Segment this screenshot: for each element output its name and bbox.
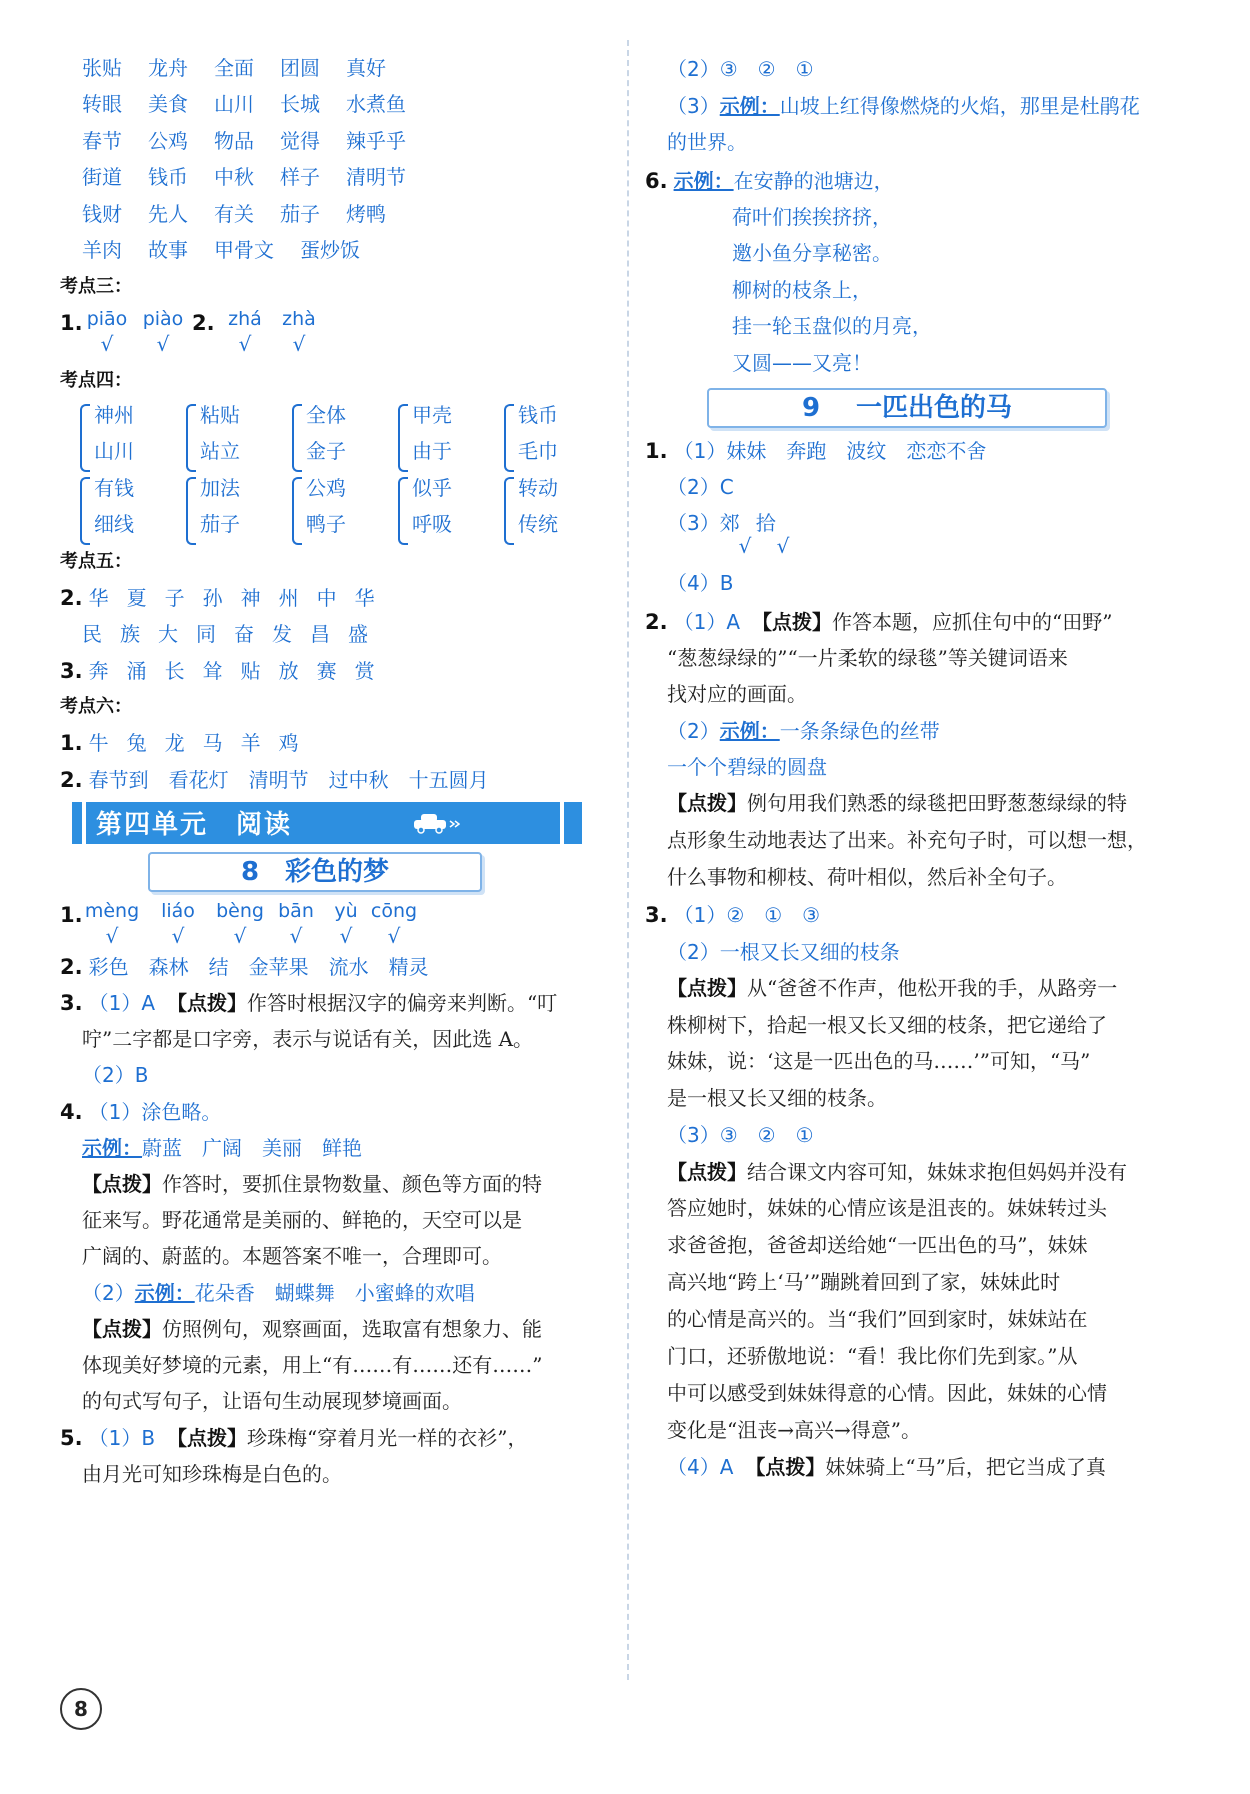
- answer: （4）A: [667, 1455, 734, 1479]
- word-row-6: [82, 235, 360, 265]
- tip-text: 结合课文内容可知，妹妹求抱但妈妈并没有: [747, 1160, 1127, 1184]
- word: 羊肉: [82, 238, 122, 262]
- page-number: 8: [60, 1688, 102, 1730]
- answer: （1）A: [673, 610, 740, 634]
- question-number: 1.: [60, 311, 83, 335]
- l8-q3-1: [60, 988, 557, 1018]
- word: 全面: [214, 56, 254, 80]
- word: 辣乎乎: [346, 129, 406, 153]
- answer-text: 一个个碧绿的圆盘: [667, 755, 827, 779]
- question-number: 1.: [645, 439, 668, 463]
- tip-text: 咛”二字都是口字旁，表示与说话有关，因此选 A。: [82, 1027, 534, 1051]
- answer: （2）: [82, 1281, 135, 1305]
- pinyin: bèng: [216, 900, 264, 922]
- tip-text: 点形象生动地表达了出来。补充句子时，可以想一想，: [667, 828, 1147, 852]
- word: 春节到: [88, 768, 149, 792]
- example-label: 示例：: [719, 94, 780, 118]
- question-number: 1.: [60, 731, 83, 755]
- word-pair: [186, 473, 276, 545]
- word: 龙舟: [148, 56, 188, 80]
- word: 传统: [518, 512, 558, 536]
- pinyin: liáo: [161, 900, 195, 922]
- char: 发: [272, 622, 292, 646]
- char: 夏: [126, 586, 147, 610]
- answer: （3）: [667, 511, 720, 535]
- kaodian-6-label: 考点六：: [60, 696, 132, 717]
- word-row-3: [82, 126, 406, 156]
- tip-text: 由月光可知珍珠梅是白色的。: [82, 1462, 342, 1486]
- char: 族: [120, 622, 140, 646]
- question-number: 1.: [60, 903, 83, 927]
- word: 由于: [412, 439, 452, 463]
- pinyin: zhá: [228, 308, 262, 330]
- char: 赛: [316, 659, 337, 683]
- tip-line: [667, 973, 1117, 1003]
- answer: （2）C: [667, 475, 734, 499]
- word: 鸭子: [306, 512, 346, 536]
- tip-text: 仿照例句，观察画面，选取富有想象力、能: [162, 1317, 542, 1341]
- word: 精灵: [388, 955, 429, 979]
- word-pair: [80, 473, 170, 545]
- char: 牛: [88, 731, 109, 755]
- word: 样子: [280, 165, 320, 189]
- r-q5-3: [667, 91, 1140, 121]
- answer: （2）B: [82, 1063, 149, 1087]
- word: 茄子: [200, 512, 240, 536]
- word: 觉得: [280, 129, 320, 153]
- tip-text: 变化是“沮丧→高兴→得意”。: [667, 1418, 921, 1442]
- check-mark: √: [289, 924, 303, 948]
- word: 细线: [94, 512, 134, 536]
- lesson-number: 9: [801, 393, 821, 423]
- word: 清明节: [248, 768, 309, 792]
- char: 奋: [234, 622, 254, 646]
- l8-q2: [60, 952, 429, 982]
- tip-label: 【点拨】: [82, 1172, 162, 1196]
- word: 蔚蓝: [142, 1136, 182, 1160]
- r-l9-q3-4: [667, 1452, 1106, 1482]
- example-label: 示例：: [82, 1136, 142, 1160]
- char: 华: [88, 586, 109, 610]
- word: 结: [208, 955, 229, 979]
- tip-line: [667, 788, 1127, 818]
- lesson-number: 8: [240, 857, 260, 887]
- tip-text: 妹妹骑上“马”后，把它当成了真: [825, 1455, 1106, 1479]
- question-number: 2.: [645, 610, 668, 634]
- l8-q4-1-example: [82, 1133, 362, 1163]
- pinyin: zhà: [282, 308, 316, 330]
- word: 似乎: [412, 476, 452, 500]
- tip-text: 门口，还骄傲地说：“看！我比你们先到家。”从: [667, 1344, 1078, 1368]
- lesson-8-header: [148, 852, 482, 892]
- word: 春节: [82, 129, 122, 153]
- word: 鲜艳: [322, 1136, 362, 1160]
- word: 烤鸭: [346, 202, 386, 226]
- word-pair: [292, 400, 382, 472]
- answer-text: 的世界。: [667, 130, 747, 154]
- answer: （2）一根又长又细的枝条: [667, 940, 900, 964]
- char: 长: [164, 659, 185, 683]
- kaodian-5-label: 考点五：: [60, 551, 132, 572]
- question-number: 4.: [60, 1100, 83, 1124]
- answer-text: 一条条绿色的丝带: [779, 719, 940, 743]
- word: 长城: [280, 92, 320, 116]
- word: 金苹果: [248, 955, 309, 979]
- word: 清明节: [346, 165, 406, 189]
- word-pair: [80, 400, 170, 472]
- word: 真好: [346, 56, 386, 80]
- poem-line: 在安静的池塘边，: [733, 169, 894, 193]
- tip-text: 珍珠梅“穿着月光一样的衣衫”，: [247, 1426, 528, 1450]
- answer: （1）B: [88, 1426, 156, 1450]
- answer: （3）③ ② ①: [667, 1123, 814, 1147]
- tip-label: 【点拨】: [667, 976, 747, 1000]
- tip-label: 【点拨】: [167, 1426, 248, 1450]
- tip-text: 的句式写句子，让语句生动展现梦境画面。: [82, 1389, 462, 1413]
- tip-text: 作答时，要抓住景物数量、颜色等方面的特: [162, 1172, 542, 1196]
- word: 山川: [214, 92, 254, 116]
- kaodian-3-label: 考点三：: [60, 276, 132, 297]
- poem-line: 挂一轮玉盘似的月亮，: [732, 314, 932, 338]
- pinyin: piāo: [86, 308, 128, 330]
- tip-text: 高兴地“跨上‘马’”蹦跳着回到了家，妹妹此时: [667, 1270, 1061, 1294]
- word: 广阔: [202, 1136, 242, 1160]
- word: 神州: [94, 403, 134, 427]
- unit-title: 第四单元 阅读: [96, 810, 293, 840]
- answer: （3）: [667, 94, 720, 118]
- column-divider: [627, 40, 629, 1680]
- poem-line: 邀小鱼分享秘密。: [732, 241, 892, 265]
- tip-text: 征来写。野花通常是美丽的、鲜艳的，天空可以是: [82, 1208, 522, 1232]
- tip-line: [82, 1314, 542, 1344]
- check-mark: √: [387, 924, 401, 948]
- kaodian-4-label: 考点四：: [60, 370, 132, 391]
- check-mark: √: [105, 924, 119, 948]
- word-pair: [504, 473, 594, 545]
- tip-text: 例句用我们熟悉的绿毯把田野葱葱绿绿的特: [747, 791, 1127, 815]
- check-mark: √: [100, 332, 114, 356]
- kd5-row-2: [82, 619, 386, 649]
- word: 看花灯: [168, 768, 229, 792]
- l8-q4-1: [60, 1097, 221, 1127]
- tip-text: 株柳树下，拾起一根又长又细的枝条，把它递给了: [667, 1013, 1107, 1037]
- l8-q5-1: [60, 1423, 528, 1453]
- word: 妹妹: [726, 439, 767, 463]
- word: 故事: [148, 238, 188, 262]
- tip-line: [82, 1169, 542, 1199]
- answer: （2）: [667, 719, 720, 743]
- kd5-row-1: [60, 583, 393, 613]
- word: 甲骨文: [214, 238, 274, 262]
- tip-text: 的心情是高兴的。当“我们”回到家时，妹妹站在: [667, 1307, 1088, 1331]
- check-mark: √: [738, 534, 752, 558]
- word: 森林: [148, 955, 189, 979]
- question-number: 5.: [60, 1426, 83, 1450]
- word: 物品: [214, 129, 254, 153]
- answer: （2）③ ② ①: [667, 57, 814, 81]
- word: 转眼: [82, 92, 122, 116]
- lesson-9-header: [707, 388, 1107, 428]
- char: 拾: [755, 511, 776, 535]
- word-pair: [398, 473, 488, 545]
- word-row-5: [82, 199, 386, 229]
- char: 鸡: [278, 731, 299, 755]
- word: 彩色: [88, 955, 129, 979]
- char: 子: [164, 586, 185, 610]
- word: 街道: [82, 165, 122, 189]
- l8-q4-2: [82, 1278, 475, 1308]
- tip-label: 【点拨】: [82, 1317, 162, 1341]
- word: 水煮鱼: [346, 92, 406, 116]
- word: 全体: [306, 403, 346, 427]
- tip-label: 【点拨】: [752, 610, 832, 634]
- tip-text: 答应她时，妹妹的心情应该是沮丧的。妹妹转过头: [667, 1196, 1107, 1220]
- word: 站立: [200, 439, 240, 463]
- char: 中: [316, 586, 337, 610]
- word-row-1: [82, 53, 386, 83]
- poem-line: 柳树的枝条上，: [732, 278, 872, 302]
- char: 州: [278, 586, 299, 610]
- question-number: 2.: [60, 586, 83, 610]
- r-l9-q3-1: [645, 900, 820, 930]
- word: 钱币: [518, 403, 558, 427]
- word: 钱财: [82, 202, 122, 226]
- word: 先人: [148, 202, 188, 226]
- word: 过中秋: [328, 768, 389, 792]
- char: 民: [82, 622, 102, 646]
- word: 金子: [306, 439, 346, 463]
- tip-label: 【点拨】: [667, 791, 747, 815]
- word: 有钱: [94, 476, 134, 500]
- kd6-row-2: [60, 765, 489, 795]
- tip-text: 是一根又长又细的枝条。: [667, 1086, 887, 1110]
- tip-text: 广阔的、蔚蓝的。本题答案不唯一，合理即可。: [82, 1244, 502, 1268]
- pinyin: bān: [278, 900, 314, 922]
- question-number: 2.: [192, 311, 215, 335]
- word: 美食: [148, 92, 188, 116]
- kd5-row-3: [60, 656, 393, 686]
- tip-text: 什么事物和柳枝、荷叶相似，然后补全句子。: [667, 865, 1067, 889]
- word-pair: [186, 400, 276, 472]
- char: 孙: [202, 586, 223, 610]
- tip-text: 找对应的画面。: [667, 682, 807, 706]
- question-number: 2.: [60, 955, 83, 979]
- char: 耸: [202, 659, 223, 683]
- check-mark: √: [776, 534, 790, 558]
- word: 花朵香: [194, 1281, 255, 1305]
- tip-text: 妹妹，说：‘这是一匹出色的马……’”可知，“马”: [667, 1049, 1091, 1073]
- word: 毛巾: [518, 439, 558, 463]
- r-l9-q2-2: [667, 716, 940, 746]
- tip-text: 体现美好梦境的元素，用上“有……有……还有……”: [82, 1353, 543, 1377]
- word: 波纹: [846, 439, 887, 463]
- char: 奔: [88, 659, 109, 683]
- word-pair: [292, 473, 382, 545]
- word: 钱币: [148, 165, 188, 189]
- question-number: 2.: [60, 768, 83, 792]
- poem-line: 荷叶们挨挨挤挤，: [732, 205, 892, 229]
- kd6-row-1: [60, 728, 317, 758]
- word: 蛋炒饭: [300, 238, 360, 262]
- word: 恋恋不舍: [906, 439, 987, 463]
- char: 赏: [354, 659, 375, 683]
- word: 呼吸: [412, 512, 452, 536]
- char: 郊: [719, 511, 740, 535]
- question-number: 3.: [645, 903, 668, 927]
- example-label: 示例：: [673, 169, 734, 193]
- tip-text: 作答本题，应抓住句中的“田野”: [832, 610, 1113, 634]
- r-l9-q2-1: [645, 607, 1112, 637]
- r-l9-q1-1: [645, 436, 986, 466]
- word: 粘贴: [200, 403, 240, 427]
- tip-label: 【点拨】: [745, 1455, 826, 1479]
- check-mark: √: [156, 332, 170, 356]
- char: 贴: [240, 659, 261, 683]
- word: 流水: [328, 955, 369, 979]
- word: 小蜜蜂的欢唱: [354, 1281, 475, 1305]
- question-number: 6.: [645, 169, 668, 193]
- word: 有关: [214, 202, 254, 226]
- tip-line: [667, 1157, 1127, 1187]
- char: 龙: [164, 731, 185, 755]
- char: 大: [158, 622, 178, 646]
- word: 美丽: [262, 1136, 302, 1160]
- answer: （1）: [673, 439, 727, 463]
- char: 兔: [126, 731, 147, 755]
- word: 十五圆月: [408, 768, 489, 792]
- word: 山川: [94, 439, 134, 463]
- pinyin: piào: [142, 308, 184, 330]
- tip-text: 求爸爸抱，爸爸却送给她“一匹出色的马”，妹妹: [667, 1233, 1088, 1257]
- question-number: 3.: [60, 991, 83, 1015]
- char: 昌: [310, 622, 330, 646]
- car-icon: [410, 812, 460, 834]
- lesson-title: 一匹出色的马: [856, 393, 1013, 423]
- answer: （1）A: [88, 991, 155, 1015]
- r-q6: [645, 166, 894, 196]
- tip-text: 从“爸爸不作声，他松开我的手，从路旁一: [747, 976, 1118, 1000]
- pinyin: yù: [334, 900, 358, 922]
- check-mark: √: [339, 924, 353, 948]
- char: 同: [196, 622, 216, 646]
- check-mark: √: [292, 332, 306, 356]
- word-pair: [398, 400, 488, 472]
- char: 马: [202, 731, 223, 755]
- check-mark: √: [238, 332, 252, 356]
- word-row-2: [82, 89, 406, 119]
- char: 华: [354, 586, 375, 610]
- question-number: 3.: [60, 659, 83, 683]
- char: 涌: [126, 659, 147, 683]
- answer: （4）B: [667, 571, 734, 595]
- word: 奔跑: [786, 439, 827, 463]
- example-label: 示例：: [134, 1281, 195, 1305]
- char: 放: [278, 659, 299, 683]
- word-pair: [504, 400, 594, 472]
- pinyin: cōng: [370, 900, 418, 922]
- word: 中秋: [214, 165, 254, 189]
- char: 盛: [348, 622, 368, 646]
- tip-text: 中可以感受到妹妹得意的心情。因此，妹妹的心情: [667, 1381, 1107, 1405]
- lesson-title: 彩色的梦: [285, 857, 390, 887]
- word: 转动: [518, 476, 558, 500]
- word: 甲壳: [412, 403, 452, 427]
- word: 公鸡: [148, 129, 188, 153]
- char: 羊: [240, 731, 261, 755]
- tip-text: 作答时根据汉字的偏旁来判断。“叮: [247, 991, 558, 1015]
- unit-banner: [72, 802, 582, 844]
- tip-label: 【点拨】: [167, 991, 247, 1015]
- example-label: 示例：: [719, 719, 780, 743]
- answer: （1）涂色略。: [88, 1100, 222, 1124]
- word: 张贴: [82, 56, 122, 80]
- word: 公鸡: [306, 476, 346, 500]
- word-row-4: [82, 162, 406, 192]
- word: 加法: [200, 476, 240, 500]
- word: 茄子: [280, 202, 320, 226]
- pinyin: mèng: [84, 900, 140, 922]
- word: 团圆: [280, 56, 320, 80]
- char: 神: [240, 586, 261, 610]
- poem-line: 又圆——又亮！: [732, 351, 872, 375]
- word: 蝴蝶舞: [274, 1281, 335, 1305]
- answer: （1）② ① ③: [673, 903, 821, 927]
- tip-label: 【点拨】: [667, 1160, 747, 1184]
- check-mark: √: [233, 924, 247, 948]
- answer-text: 山坡上红得像燃烧的火焰，那里是杜鹃花: [779, 94, 1140, 118]
- check-mark: √: [171, 924, 185, 948]
- tip-text: “葱葱绿绿的”“一片柔软的绿毯”等关键词语来: [667, 646, 1068, 670]
